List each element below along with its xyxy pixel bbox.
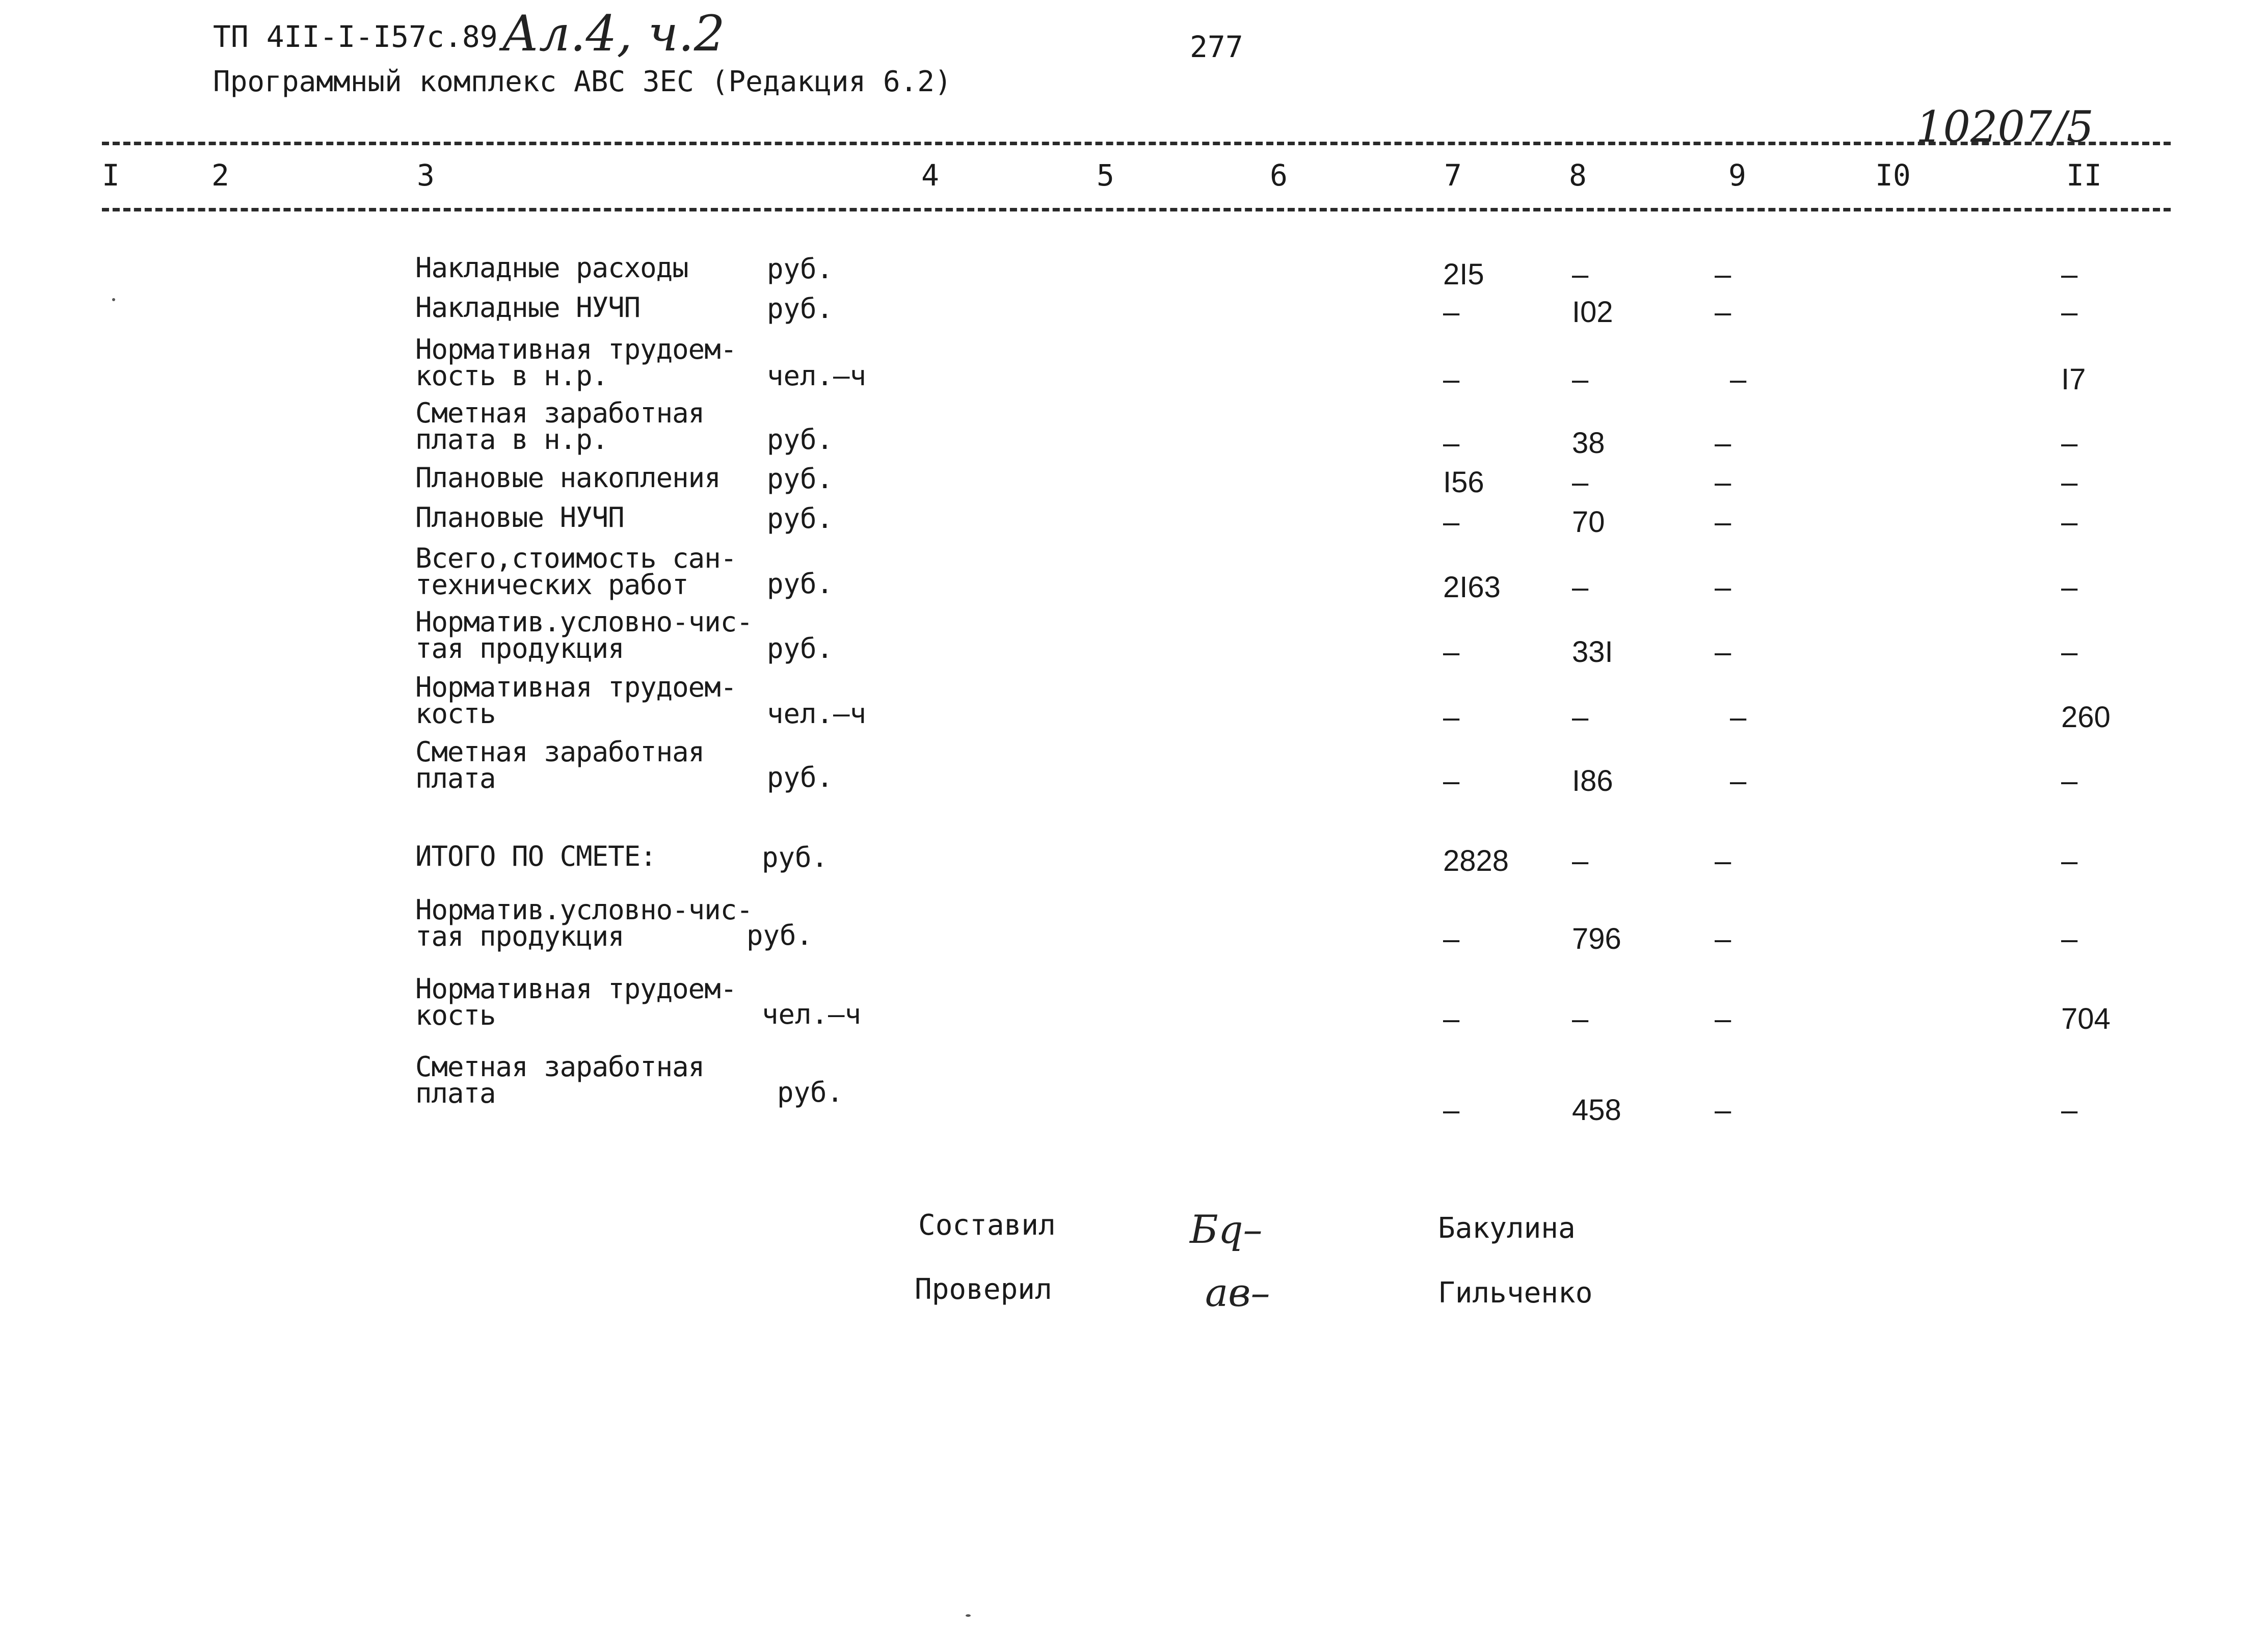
compiled-signature: Бq–	[1190, 1207, 1263, 1252]
cell-col-11: –	[2061, 764, 2078, 797]
cell-col-8: –	[1572, 363, 1589, 396]
row-label: Накладные НУЧП	[415, 291, 641, 324]
row-label: Нормативная трудоем- кость	[415, 973, 737, 1031]
cell-col-9: –	[1715, 1002, 1731, 1035]
cell-col-7: –	[1443, 922, 1460, 955]
cell-col-9: –	[1715, 296, 1731, 329]
table-row	[0, 671, 2267, 735]
cell-col-7: 2I63	[1443, 571, 1501, 604]
cell-col-9: –	[1715, 258, 1731, 291]
document-code: ТП 4II-I-I57с.89	[213, 19, 498, 54]
row-unit: чел.–ч	[767, 360, 867, 392]
cell-col-7: 2828	[1443, 844, 1509, 877]
cell-col-9: –	[1715, 427, 1731, 460]
sheet-reference: 10207/5	[1916, 102, 2094, 152]
column-number: I	[102, 158, 120, 193]
cell-col-7: –	[1443, 1094, 1460, 1127]
cell-col-7: –	[1443, 635, 1460, 669]
cell-col-9: –	[1715, 466, 1731, 499]
compiled-by-name: Бакулина	[1438, 1212, 1576, 1245]
cell-col-8: I86	[1572, 764, 1613, 797]
header-rule-bottom	[102, 208, 2171, 211]
column-number: 3	[417, 158, 435, 193]
table-row	[0, 1051, 2267, 1127]
cell-col-8: 796	[1572, 922, 1621, 955]
row-label: Всего,стоимость сан- технических работ	[415, 542, 737, 601]
cell-col-8: I02	[1572, 296, 1613, 329]
cell-col-8: 458	[1572, 1094, 1621, 1127]
cell-col-9: –	[1730, 363, 1747, 396]
row-label: Нормативная трудоем- кость в н.р.	[415, 333, 737, 392]
compiled-by-label: Составил	[918, 1209, 1056, 1242]
row-unit: руб.	[767, 568, 834, 600]
column-number: 4	[921, 158, 939, 193]
row-unit: руб.	[767, 632, 834, 664]
cell-col-11: –	[2061, 844, 2078, 877]
row-unit: руб.	[767, 423, 834, 456]
column-number: II	[2066, 158, 2102, 193]
table-row-total	[0, 840, 2267, 904]
row-label: Сметная заработная плата в н.р.	[415, 397, 705, 456]
cell-col-9: –	[1715, 922, 1731, 955]
cell-col-8: –	[1572, 571, 1589, 604]
row-label: ИТОГО ПО СМЕТЕ:	[415, 840, 656, 872]
column-number: 9	[1728, 158, 1746, 193]
cell-col-11: –	[2061, 427, 2078, 460]
row-label: Накладные расходы	[415, 252, 688, 284]
cell-col-11: –	[2061, 635, 2078, 669]
row-unit: чел.–ч	[762, 998, 862, 1030]
cell-col-11: I7	[2061, 363, 2086, 396]
row-unit: руб.	[767, 253, 834, 285]
checked-by-name: Гильченко	[1438, 1276, 1593, 1310]
table-row	[0, 973, 2267, 1037]
cell-col-9: –	[1715, 1094, 1731, 1127]
column-number: 5	[1097, 158, 1114, 193]
table-row	[0, 333, 2267, 397]
row-label: Сметная заработная плата	[415, 1051, 705, 1109]
table-row	[0, 397, 2267, 461]
cell-col-7: –	[1443, 764, 1460, 797]
cell-col-11: –	[2061, 922, 2078, 955]
cell-col-7: I56	[1443, 466, 1484, 499]
cell-col-8: –	[1572, 1002, 1589, 1035]
handwritten-annotation: Ал.4, ч.2	[502, 5, 725, 62]
cell-col-7: –	[1443, 427, 1460, 460]
row-unit: руб.	[762, 841, 829, 873]
table-row	[0, 736, 2267, 800]
cell-col-7: –	[1443, 701, 1460, 734]
column-number: 2	[211, 158, 229, 193]
cell-col-7: –	[1443, 363, 1460, 396]
cell-col-9: –	[1715, 571, 1731, 604]
document-subtitle: Программный комплекс АВС 3ЕС (Редакция 6.2)	[213, 65, 952, 98]
checked-signature: ав–	[1205, 1270, 1270, 1315]
cell-col-11: –	[2061, 571, 2078, 604]
row-unit: руб.	[767, 292, 834, 325]
cell-col-8: –	[1572, 466, 1589, 499]
cell-col-9: –	[1715, 635, 1731, 669]
column-number: I0	[1875, 158, 1911, 193]
cell-col-8: –	[1572, 844, 1589, 877]
cell-col-8: 38	[1572, 427, 1605, 460]
cell-col-9: –	[1730, 764, 1747, 797]
row-unit: руб.	[746, 919, 813, 951]
cell-col-7: –	[1443, 296, 1460, 329]
cell-col-9: –	[1730, 701, 1747, 734]
cell-col-11: 260	[2061, 701, 2111, 734]
row-unit: чел.–ч	[767, 698, 867, 730]
page-number: 277	[1190, 30, 1243, 64]
scan-speck	[966, 1614, 971, 1617]
cell-col-9: –	[1715, 505, 1731, 539]
cell-col-8: –	[1572, 701, 1589, 734]
column-number: 7	[1444, 158, 1462, 193]
row-unit: руб.	[767, 502, 834, 535]
cell-col-11: –	[2061, 296, 2078, 329]
row-label: Сметная заработная плата	[415, 736, 705, 794]
row-unit: руб.	[777, 1076, 844, 1108]
row-label: Норматив.условно-чис- тая продукция	[415, 894, 753, 952]
cell-col-11: –	[2061, 505, 2078, 539]
cell-col-7: –	[1443, 1002, 1460, 1035]
table-row	[0, 542, 2267, 606]
cell-col-8: 33I	[1572, 635, 1613, 669]
row-label: Норматив.условно-чис- тая продукция	[415, 606, 753, 664]
row-label: Плановые накопления	[415, 462, 721, 494]
row-unit: руб.	[767, 463, 834, 495]
cell-col-11: –	[2061, 258, 2078, 291]
cell-col-11: –	[2061, 1094, 2078, 1127]
row-label: Плановые НУЧП	[415, 501, 624, 534]
cell-col-11: –	[2061, 466, 2078, 499]
scan-speck	[112, 298, 115, 301]
cell-col-11: 704	[2061, 1002, 2111, 1035]
column-number: 8	[1569, 158, 1587, 193]
column-number: 6	[1270, 158, 1288, 193]
table-row	[0, 606, 2267, 670]
cell-col-7: –	[1443, 505, 1460, 539]
row-label: Нормативная трудоем- кость	[415, 671, 737, 730]
header-rule-top	[102, 142, 2171, 145]
cell-col-7: 2I5	[1443, 258, 1484, 291]
cell-col-8: 70	[1572, 505, 1605, 539]
row-unit: руб.	[767, 761, 834, 793]
table-row	[0, 894, 2267, 958]
checked-by-label: Проверил	[915, 1273, 1052, 1306]
cell-col-8: –	[1572, 258, 1589, 291]
cell-col-9: –	[1715, 844, 1731, 877]
